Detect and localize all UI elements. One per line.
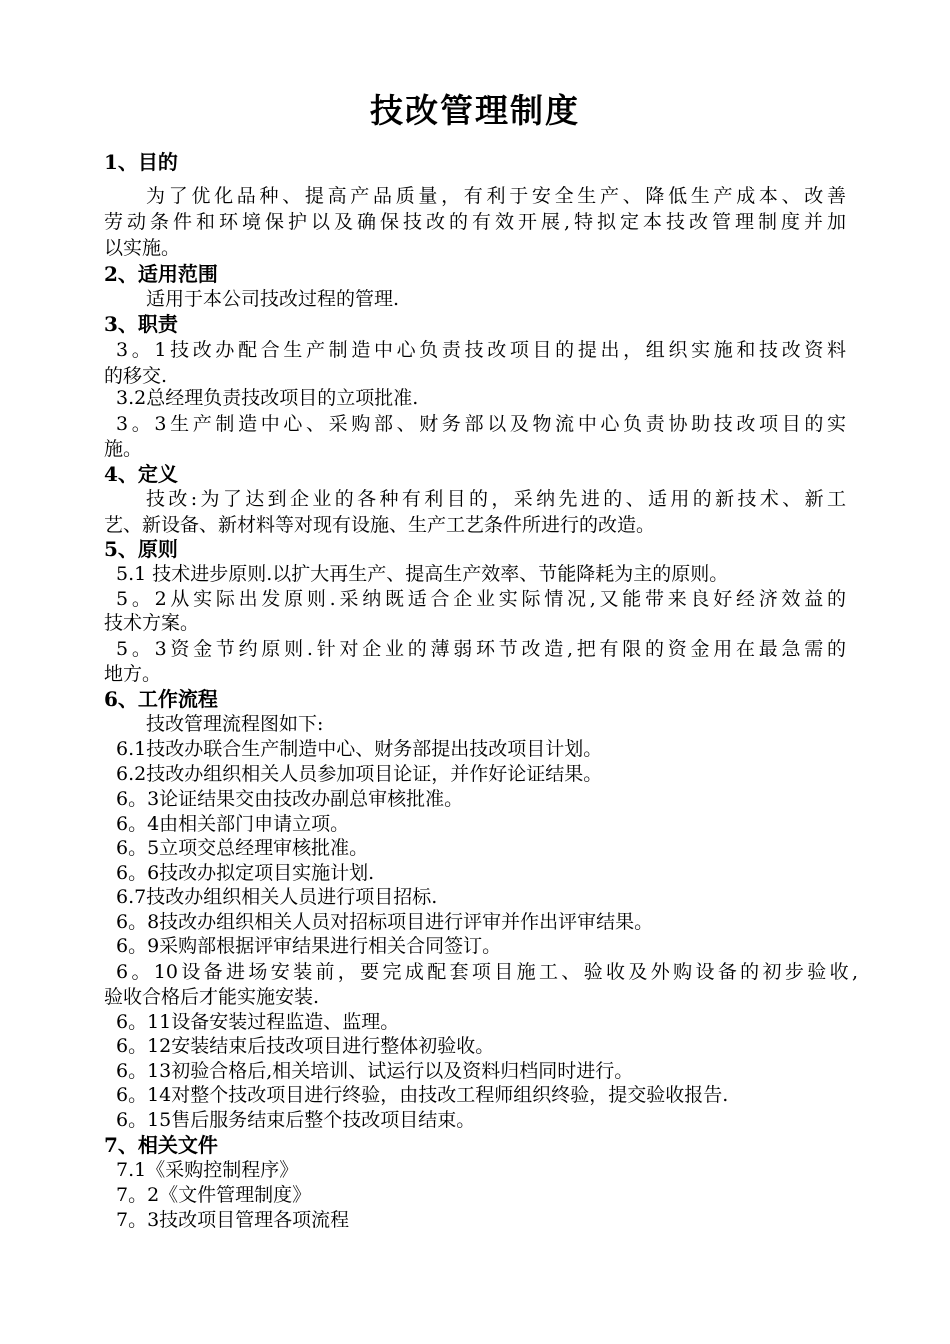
- text-line: 技改:为了达到企业的各种有利目的，采纳先进的、适用的新技术、新工: [146, 488, 846, 510]
- text-line: 艺、新设备、新材料等对现有设施、生产工艺条件所进行的改造。: [104, 514, 656, 536]
- text-line: 为了优化品种、提高产品质量，有利于安全生产、降低生产成本、改善: [146, 185, 846, 207]
- text-line: 6.1技改办联合生产制造中心、财务部提出技改项目计划。: [116, 738, 603, 760]
- section-heading: 1、目的: [104, 150, 178, 174]
- section-heading: 2、适用范围: [104, 262, 218, 286]
- text-line: 适用于本公司技改过程的管理.: [146, 288, 400, 310]
- section-heading: 6、工作流程: [104, 687, 218, 711]
- text-line: 5。2从实际出发原则.采纳既适合企业实际情况,又能带来良好经济效益的: [116, 588, 846, 610]
- text-line: 3.2总经理负责技改项目的立项批准.: [116, 387, 419, 409]
- text-line: 6。11设备安装过程监造、监理。: [116, 1011, 400, 1033]
- text-line: 以实施。: [104, 237, 181, 259]
- text-line: 6。15售后服务结束后整个技改项目结束。: [116, 1109, 476, 1131]
- text-line: 6。10设备进场安装前，要完成配套项目施工、验收及外购设备的初步验收,: [116, 961, 858, 983]
- text-line: 的移交.: [104, 365, 168, 387]
- text-line: 6。13初验合格后,相关培训、试运行以及资料归档同时进行。: [116, 1060, 634, 1082]
- text-line: 6。9采购部根据评审结果进行相关合同签订。: [116, 935, 502, 957]
- text-line: 6。5立项交总经理审核批准。: [116, 837, 369, 859]
- section-heading: 4、定义: [104, 462, 178, 486]
- text-line: 7。2《文件管理制度》: [116, 1184, 312, 1206]
- text-line: 劳动条件和环境保护以及确保技改的有效开展,特拟定本技改管理制度并加: [104, 211, 846, 233]
- text-line: 6。6技改办拟定项目实施计划.: [116, 862, 375, 884]
- text-line: 施。: [104, 438, 143, 460]
- document-title: 技改管理制度: [370, 91, 580, 130]
- text-line: 6。14对整个技改项目进行终验，由技改工程师组织终验，提交验收报告.: [116, 1084, 729, 1106]
- text-line: 6.7技改办组织相关人员进行项目招标.: [116, 886, 438, 908]
- text-line: 地方。: [104, 663, 162, 685]
- section-heading: 5、原则: [104, 537, 178, 561]
- text-line: 6。4由相关部门申请立项。: [116, 813, 350, 835]
- text-line: 3。3生产制造中心、采购部、财务部以及物流中心负责协助技改项目的实: [116, 413, 846, 435]
- text-line: 6.2技改办组织相关人员参加项目论证，并作好论证结果。: [116, 763, 603, 785]
- text-line: 技术方案。: [104, 612, 200, 634]
- section-heading: 3、职责: [104, 312, 178, 336]
- text-line: 7。3技改项目管理各项流程: [116, 1209, 350, 1231]
- text-line: 6。12安装结束后技改项目进行整体初验收。: [116, 1035, 495, 1057]
- text-line: 5.1 技术进步原则.以扩大再生产、提高生产效率、节能降耗为主的原则。: [116, 563, 729, 585]
- text-line: 技改管理流程图如下:: [146, 713, 324, 735]
- section-heading: 7、相关文件: [104, 1133, 218, 1157]
- text-line: 验收合格后才能实施安装.: [104, 986, 320, 1008]
- text-line: 3。1技改办配合生产制造中心负责技改项目的提出，组织实施和技改资料: [116, 339, 846, 361]
- text-line: 7.1《采购控制程序》: [116, 1159, 299, 1181]
- text-line: 5。3资金节约原则.针对企业的薄弱环节改造,把有限的资金用在最急需的: [116, 638, 846, 660]
- text-line: 6。3论证结果交由技改办副总审核批准。: [116, 788, 464, 810]
- text-line: 6。8技改办组织相关人员对招标项目进行评审并作出评审结果。: [116, 911, 654, 933]
